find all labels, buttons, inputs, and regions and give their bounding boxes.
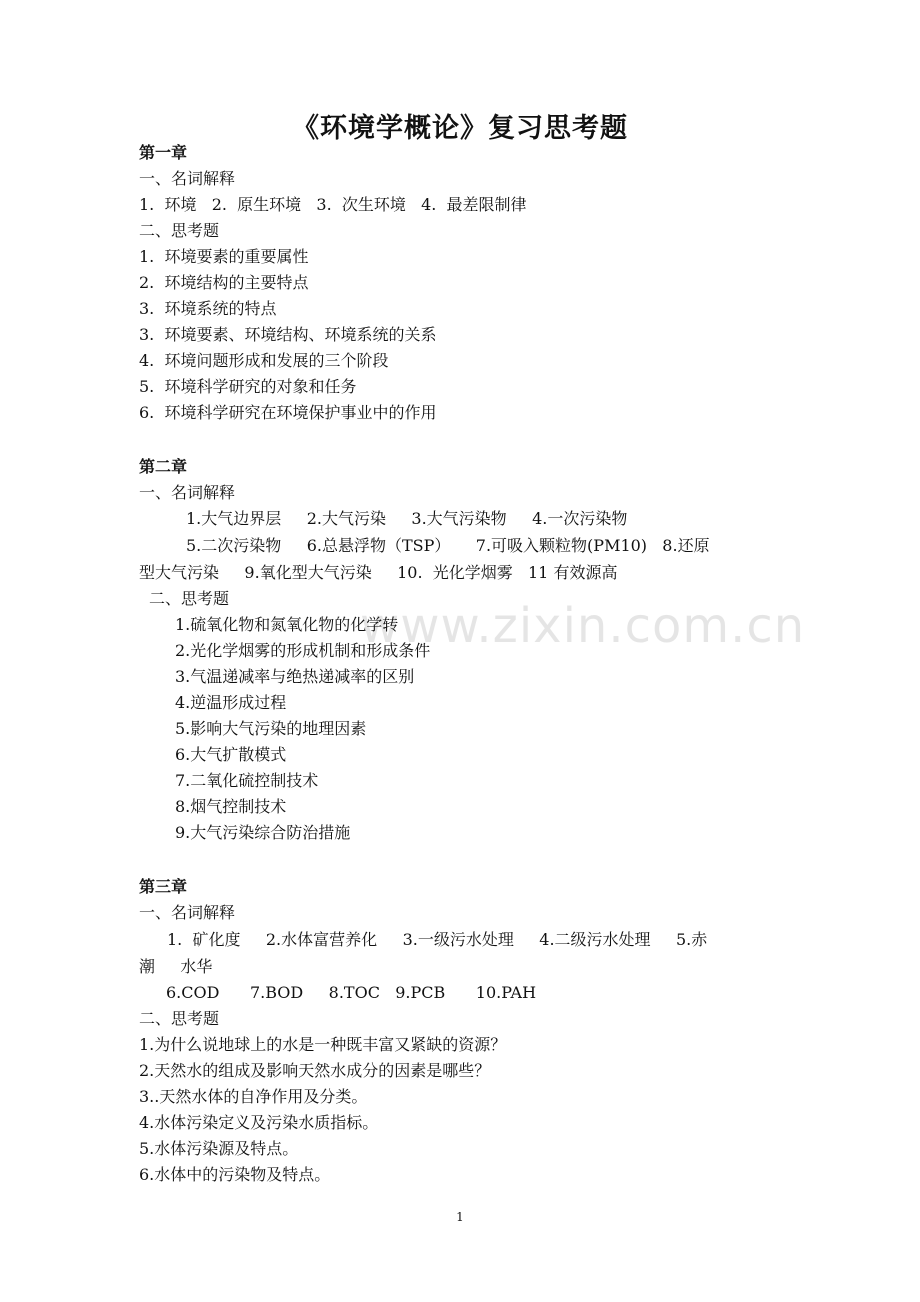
- chapter-1-question: 2. 环境结构的主要特点: [139, 273, 309, 292]
- chapter-2-terms-heading: 一、名词解释: [139, 483, 236, 502]
- chapter-2-question: 5.影响大气污染的地理因素: [175, 719, 367, 738]
- watermark: www.zixin.com.cn: [360, 598, 806, 654]
- chapter-3-question: 1.为什么说地球上的水是一种既丰富又紧缺的资源？: [139, 1035, 507, 1054]
- chapter-1-question: 5. 环境科学研究的对象和任务: [139, 377, 357, 396]
- document-title: 《环境学概论》复习思考题: [292, 113, 628, 144]
- chapter-2-terms-line: 5.二次污染物 6.总悬浮物（TSP） 7.可吸入颗粒物(PM10) 8.还原: [186, 536, 710, 555]
- chapter-2-question: 3.气温递减率与绝热递减率的区别: [175, 667, 415, 686]
- chapter-3-question: 2.天然水的组成及影响天然水成分的因素是哪些？: [139, 1061, 491, 1080]
- chapter-2-question: 8.烟气控制技术: [175, 797, 287, 816]
- chapter-2-question: 6.大气扩散模式: [175, 745, 287, 764]
- chapter-3-heading: 第三章: [139, 877, 188, 896]
- chapter-3-terms-line: 潮 水华: [139, 957, 213, 976]
- chapter-3-terms-line: 1. 矿化度 2.水体富营养化 3.一级污水处理 4.二级污水处理 5.赤: [167, 930, 708, 949]
- chapter-1-heading: 第一章: [139, 143, 188, 162]
- chapter-2-heading: 第二章: [139, 457, 188, 476]
- page-number: 1: [456, 1210, 464, 1224]
- chapter-2-question: 9.大气污染综合防治措施: [175, 823, 351, 842]
- chapter-2-question: 1.硫氧化物和氮氧化物的化学转: [175, 615, 399, 634]
- chapter-3-question: 5.水体污染源及特点。: [139, 1139, 299, 1158]
- chapter-1-question: 4. 环境问题形成和发展的三个阶段: [139, 351, 389, 370]
- chapter-2-terms-line: 1.大气边界层 2.大气污染 3.大气污染物 4.一次污染物: [186, 509, 628, 528]
- chapter-3-terms-line: 6.COD 7.BOD 8.TOC 9.PCB 10.PAH: [166, 983, 537, 1002]
- chapter-1-question: 3. 环境要素、环境结构、环境系统的关系: [139, 325, 437, 344]
- chapter-1-terms-heading: 一、名词解释: [139, 169, 236, 188]
- chapter-3-questions-heading: 二、思考题: [139, 1009, 220, 1028]
- chapter-3-terms-heading: 一、名词解释: [139, 903, 236, 922]
- chapter-1-questions-heading: 二、思考题: [139, 221, 220, 240]
- chapter-2-question: 7.二氧化硫控制技术: [175, 771, 319, 790]
- chapter-1-question: 1. 环境要素的重要属性: [139, 247, 309, 266]
- chapter-1-question: 3. 环境系统的特点: [139, 299, 277, 318]
- chapter-2-terms-line: 型大气污染 9.氧化型大气污染 10. 光化学烟雾 11 有效源高: [139, 563, 618, 582]
- chapter-3-question: 3..天然水体的自净作用及分类。: [139, 1087, 368, 1106]
- chapter-3-question: 4.水体污染定义及污染水质指标。: [139, 1113, 379, 1132]
- chapter-3-question: 6.水体中的污染物及特点。: [139, 1165, 331, 1184]
- chapter-2-question: 4.逆温形成过程: [175, 693, 287, 712]
- chapter-1-question: 6. 环境科学研究在环境保护事业中的作用: [139, 403, 437, 422]
- chapter-2-question: 2.光化学烟雾的形成机制和形成条件: [175, 641, 431, 660]
- chapter-2-questions-heading: 二、思考题: [149, 589, 230, 608]
- chapter-1-terms-line: 1. 环境 2. 原生环境 3. 次生环境 4. 最差限制律: [139, 195, 527, 214]
